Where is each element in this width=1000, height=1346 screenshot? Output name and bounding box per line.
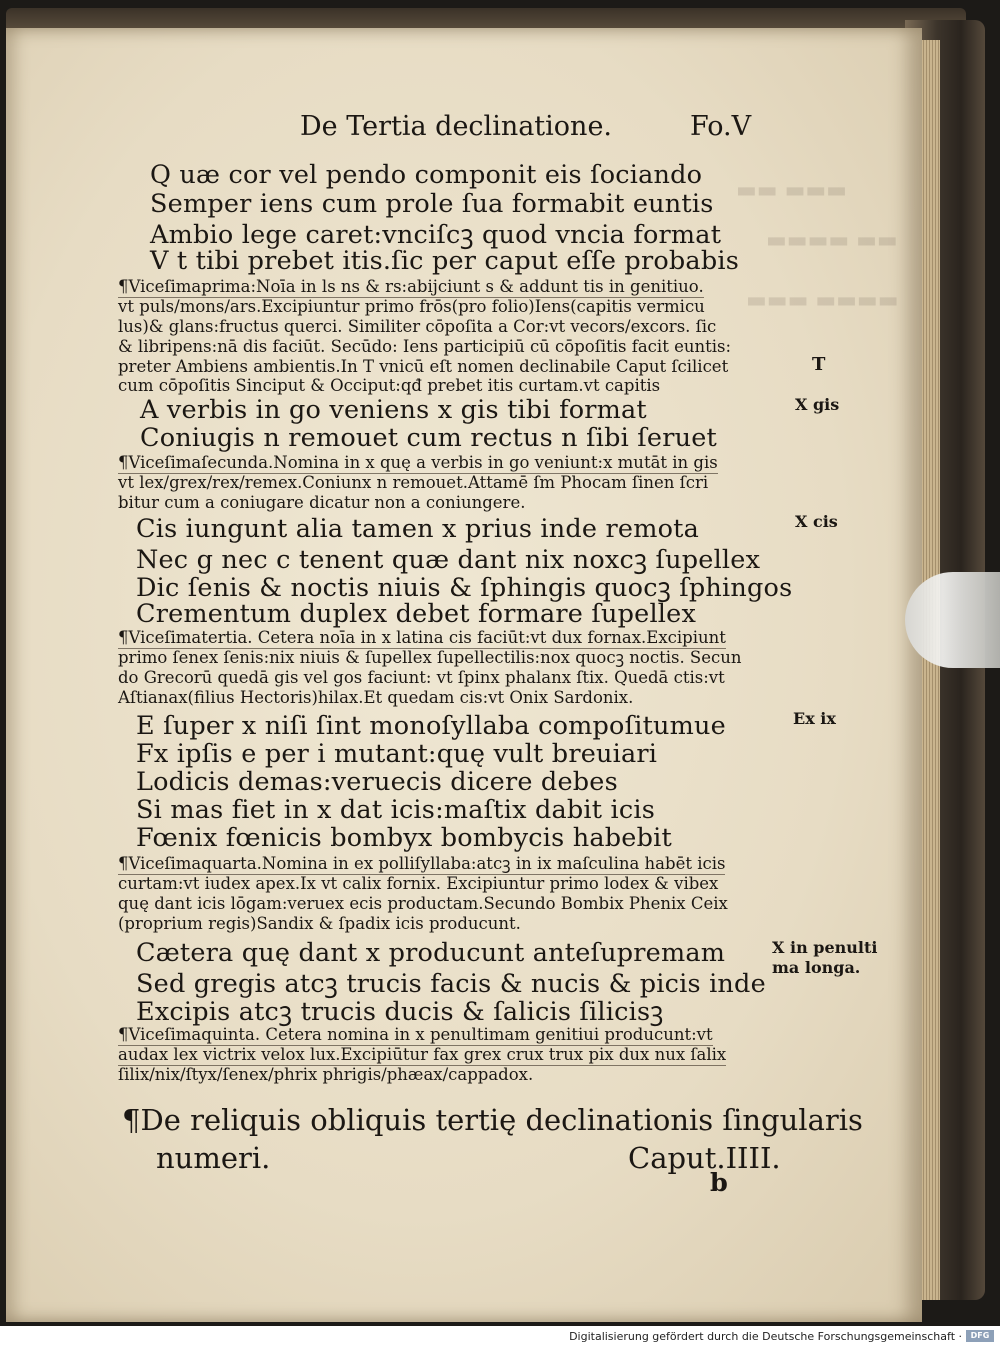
prose-line: Aſtianax(filius Hectoris)hilax.Et quedam cis:vt Onix Sardonix. bbox=[118, 688, 634, 707]
page-clip bbox=[905, 572, 1000, 668]
prose-line: ¶Viceſimaquinta. Cetera nomina in x penultimam genitiui producunt:vt bbox=[118, 1025, 713, 1044]
verse-line: Coniugis n remouet cum rectus n ſibi ſeruet bbox=[140, 423, 717, 453]
verse-line: V t tibi prebet itis.ſic per caput eſſe probabis bbox=[150, 246, 739, 276]
margin-note: T bbox=[812, 354, 826, 375]
verse-line: Cætera quę dant x producunt anteſupremam bbox=[136, 938, 726, 968]
margin-note: ma longa. bbox=[772, 958, 861, 977]
verse-line: Si mas fiet in x dat icis:maſtix dabit icis bbox=[136, 795, 656, 825]
margin-note: X cis bbox=[795, 512, 838, 531]
margin-note: X in penulti bbox=[772, 938, 878, 957]
prose-line: & libripens:nā dis faciūt. Secūdo: Iens participiū cū cōpoſitis facit euntis: bbox=[118, 337, 732, 356]
digitization-footer bbox=[0, 1326, 1000, 1346]
chapter-heading: ¶De reliquis obliquis tertię declinationis ſingularis bbox=[122, 1103, 863, 1137]
book-page: ▬▬ ▬▬▬ ▬▬▬▬ ▬▬ ▬▬▬ ▬▬▬▬ bbox=[6, 28, 922, 1322]
chapter-heading-end: numeri. bbox=[156, 1141, 271, 1175]
verse-line: Dic ſenis & noctis niuis & ſphingis quocꝫ ſphingos bbox=[136, 573, 793, 603]
prose-line: do Grecorū quedā gis vel gos faciunt: vt ſpinx phalanx ſtix. Quedā ctis:vt bbox=[118, 668, 725, 687]
verse-line: A verbis in go veniens x gis tibi format bbox=[140, 395, 647, 425]
verse-line: Q uæ cor vel pendo componit eis ſociando bbox=[150, 160, 703, 190]
prose-line: curtam:vt iudex apex.Ix vt calix fornix. Excipiuntur primo lodex & vibex bbox=[118, 874, 719, 893]
verse-line: Cis iungunt alia tamen x prius inde remota bbox=[136, 514, 699, 544]
prose-line: primo ſenex ſenis:nix niuis & ſupellex ſupellectilis:nox quocꝫ noctis. Secun bbox=[118, 648, 742, 667]
prose-line: bitur cum a coniugare dicatur non a coniungere. bbox=[118, 493, 526, 512]
verse-line: Ambio lege caret:vnciſcꝫ quod vncia format bbox=[150, 220, 722, 250]
prose-line: audax lex victrix velox lux.Excipiūtur fax grex crux trux pix dux nux ſalix bbox=[118, 1045, 727, 1064]
prose-line: ¶Viceſimaſecunda.Nomina in x quę a verbis in go veniunt:x mutāt in gis bbox=[118, 453, 718, 472]
prose-line: (proprium regis)Sandix & ſpadix icis producunt. bbox=[118, 914, 521, 933]
prose-line: cum cōpoſitis Sinciput & Occiput:qđ prebet itis curtam.vt capitis bbox=[118, 376, 661, 395]
prose-line: ¶Viceſimatertia. Cetera noīa in x latina cis faciūt:vt dux fornax.Excipiunt bbox=[118, 628, 726, 647]
prose-line: preter Ambiens ambientis.In T vnicū eſt nomen declinabile Caput ſcilicet bbox=[118, 357, 729, 376]
verse-line: Lodicis demas:veruecis dicere debes bbox=[136, 767, 618, 797]
verse-line: Fœnix fœnicis bombyx bombycis habebit bbox=[136, 823, 672, 853]
prose-line: lus)& glans:fructus querci. Similiter cōpoſita a Cor:vt vecors/excors. ſic bbox=[118, 317, 717, 336]
verse-line: Nec g nec c tenent quæ dant nix noxcꝫ ſupellex bbox=[136, 545, 761, 575]
margin-note: Ex ix bbox=[793, 709, 836, 728]
verse-line: Fx ipſis e per i mutant:quę vult breuiari bbox=[136, 739, 658, 769]
folio-number: Fo.V bbox=[690, 111, 752, 142]
prose-line: ¶Viceſimaquarta.Nomina in ex polliſyllaba:atcꝫ in ix maſculina habēt icis bbox=[118, 854, 726, 873]
prose-line: quę dant icis lōgam:veruex ecis productam.Secundo Bombix Phenix Ceix bbox=[118, 894, 728, 913]
prose-line: ¶Viceſimaprima:Noīa in ls ns & rs:abijciunt s & addunt tis in genitiuo. bbox=[118, 277, 704, 296]
prose-line: ſilix/nix/ſtyx/ſenex/phrix phrigis/phæax/cappadox. bbox=[118, 1065, 534, 1084]
verse-line: Excipis atcꝫ trucis ducis & ſalicis ſilicisꝫ bbox=[136, 997, 664, 1027]
verse-line: Sed gregis atcꝫ trucis facis & nucis & picis inde bbox=[136, 969, 766, 999]
verse-line: Semper iens cum prole ſua formabit euntis bbox=[150, 189, 714, 219]
prose-line: vt lex/grex/rex/remex.Coniunx n remouet.Attamē ſm Phocam ſinen ſcri bbox=[118, 473, 709, 492]
signature-mark: b bbox=[710, 1168, 729, 1198]
funding-credit: Digitalisierung gefördert durch die Deutsche Forschungsgemeinschaft · bbox=[569, 1330, 962, 1343]
running-title: De Tertia declinatione. bbox=[300, 111, 613, 142]
dfg-logo: DFG bbox=[966, 1330, 994, 1342]
chapter-number: Caput.IIII. bbox=[628, 1141, 781, 1175]
prose-line: vt puls/mons/ars.Excipiuntur primo frōs(pro folio)Iens(capitis vermicu bbox=[118, 297, 705, 316]
margin-note: X gis bbox=[795, 395, 840, 414]
verse-line: Crementum duplex debet formare ſupellex bbox=[136, 599, 697, 629]
verse-line: E ſuper x niſi ſint monoſyllaba compoſitumue bbox=[136, 711, 726, 741]
